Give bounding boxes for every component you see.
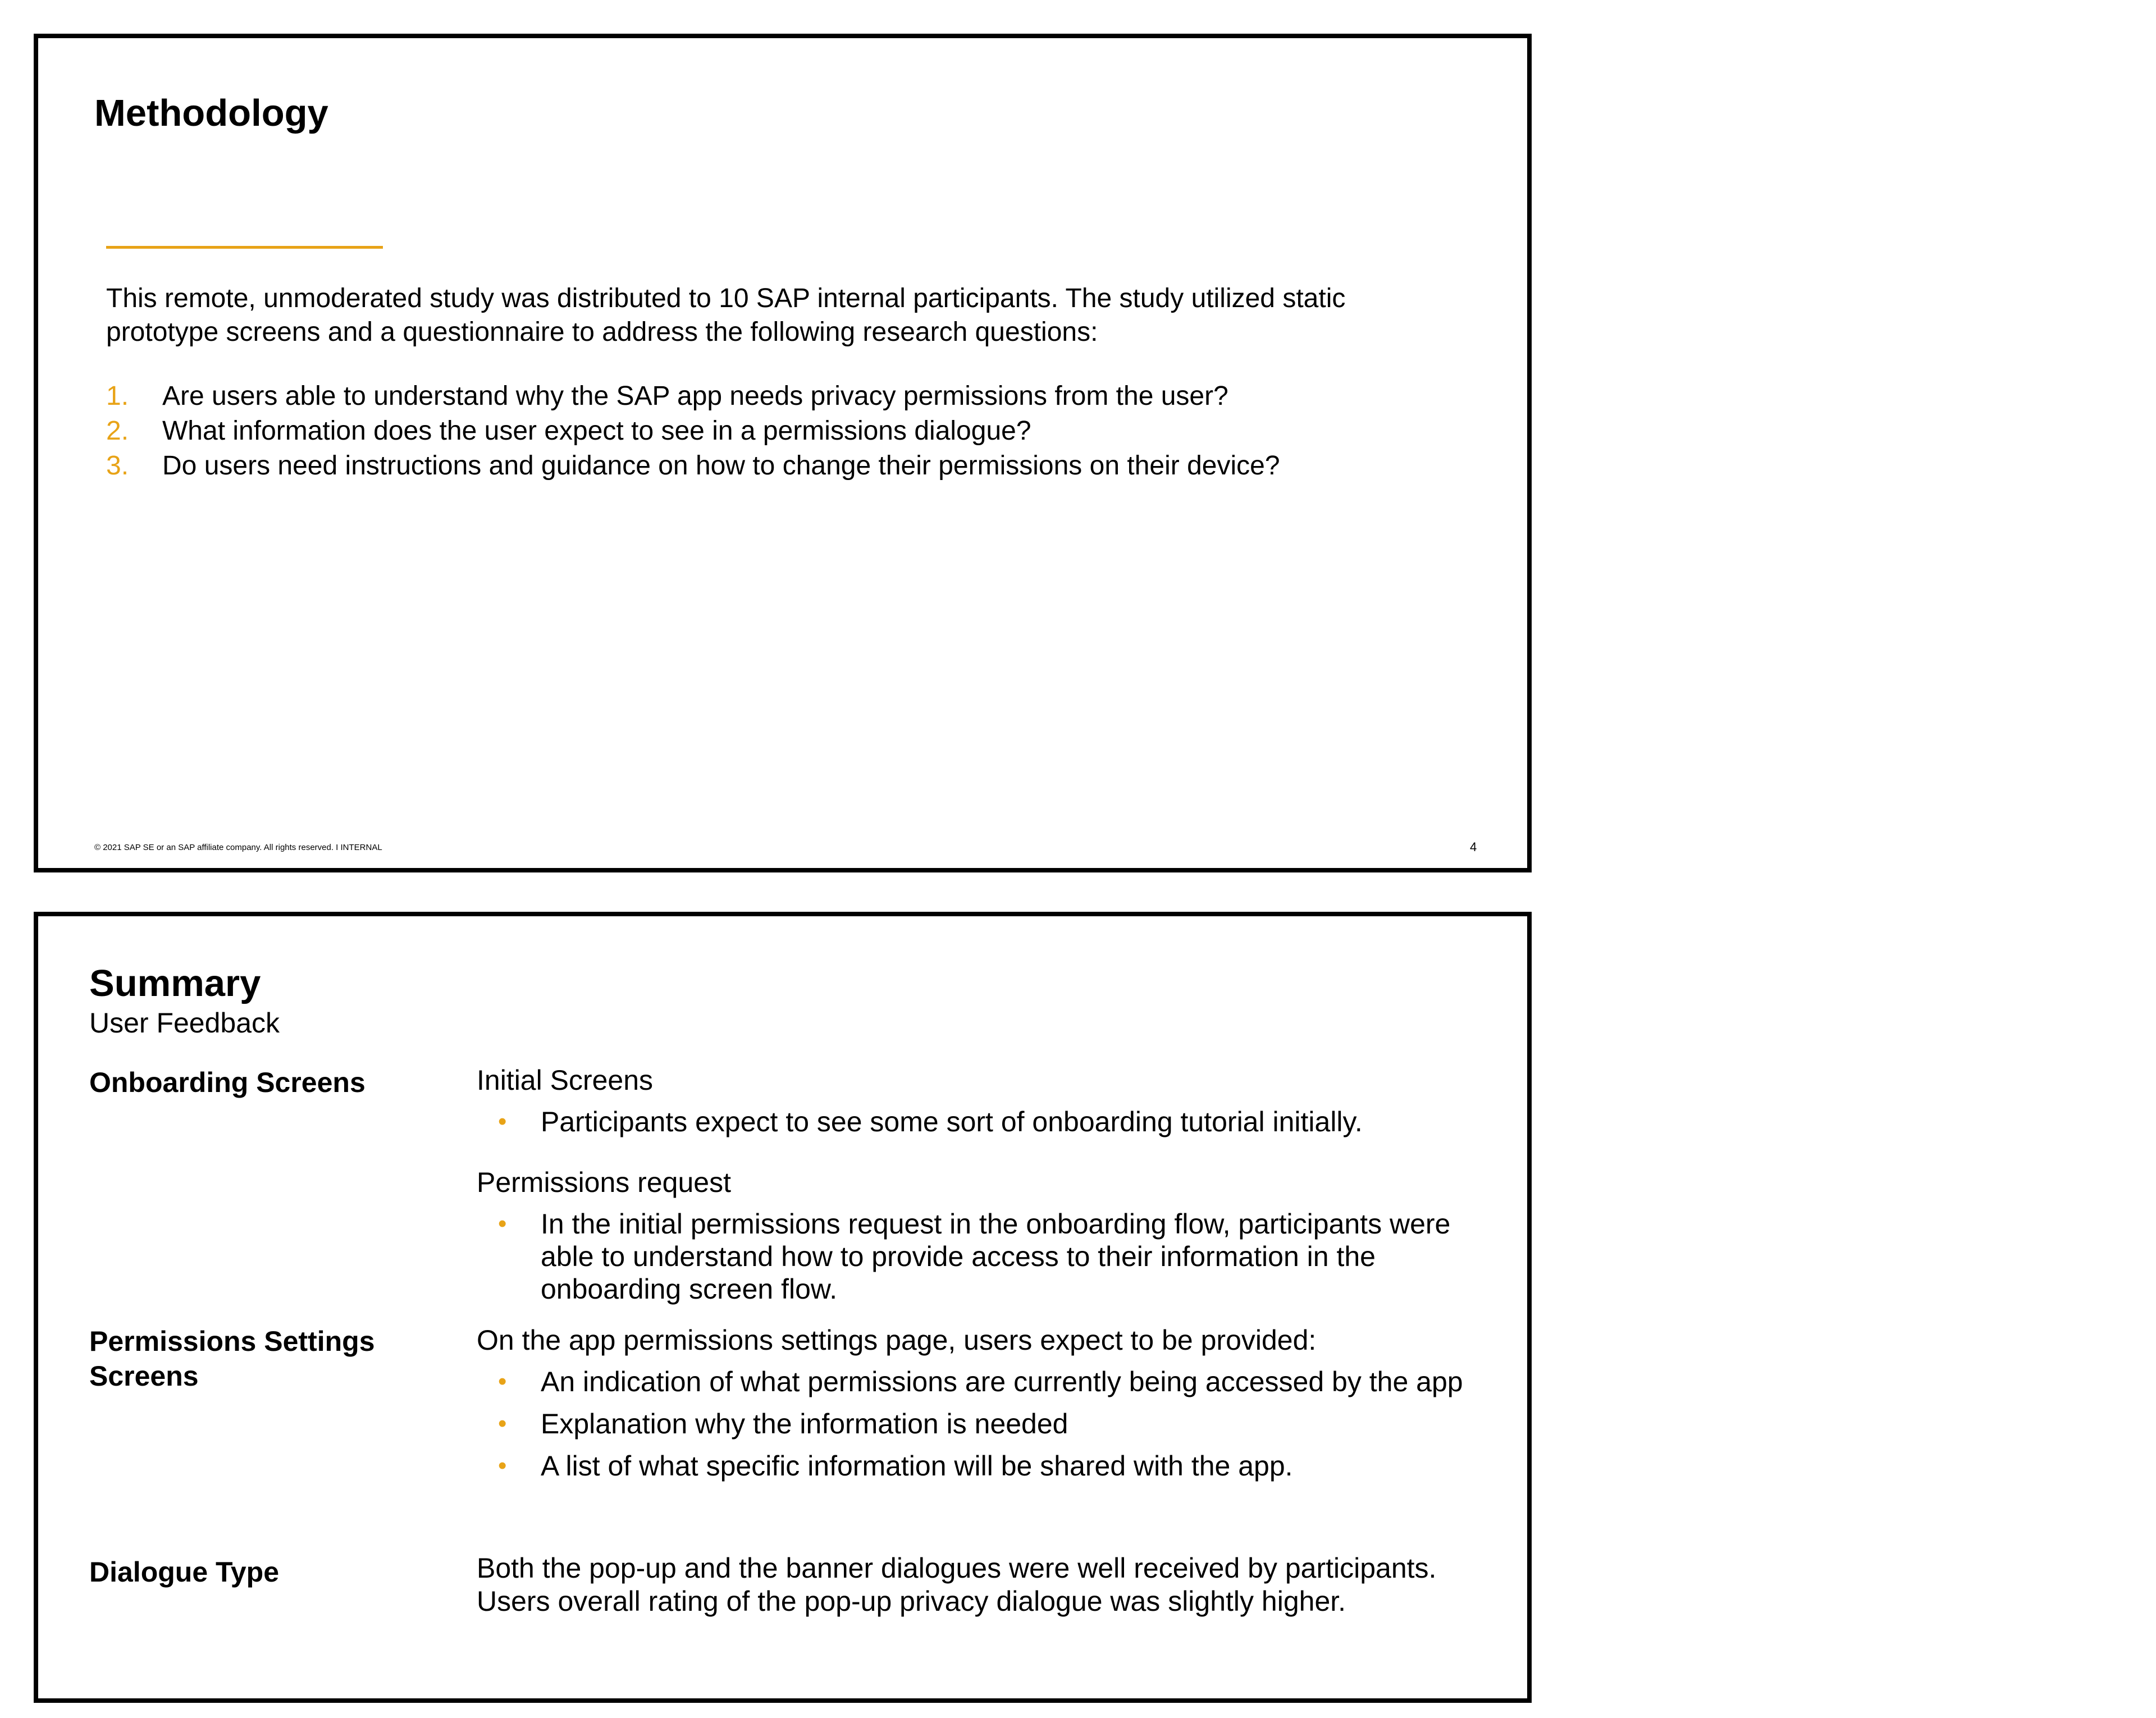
permissions-request-bullets [477,1208,1482,1315]
bullet-text: A list of what specific information will be shared with the app. [541,1450,1293,1482]
accent-divider [106,246,383,249]
bullet-text: In the initial permissions request in the onboarding flow, participants were able to understand how to provide access to their information in the onboarding screen flow. [541,1208,1451,1305]
bullet-item [477,1208,1482,1305]
bullet-item [477,1450,1482,1482]
section-label-permissions-settings: Permissions Settings Screens [89,1326,375,1392]
section-heading-permissions-request: Permissions request [477,1167,731,1198]
list-item-text: What information does the user expect to see in a permissions dialogue? [162,416,1031,446]
copyright-footer: © 2021 SAP SE or an SAP affiliate company. All rights reserved. I INTERNAL [94,843,382,852]
bullet-icon: • [498,1210,507,1237]
research-questions-list [106,379,1465,483]
slide-subtitle: User Feedback [89,1007,280,1039]
list-item [106,449,1465,483]
dialogue-type-paragraph: Both the pop-up and the banner dialogues were well received by participants. Users overall rating of the pop-up privacy dialogue was slightly higher. [477,1552,1437,1617]
summary-slide [34,912,1532,1703]
list-item [106,379,1465,414]
bullet-item [477,1365,1482,1398]
list-number: 1. [106,381,129,411]
slide-title: Methodology [94,92,328,134]
bullet-icon: • [498,1452,507,1479]
settings-bullets [477,1365,1482,1492]
slide-title: Summary [89,962,261,1004]
page-number: 4 [1470,840,1477,854]
bullet-icon: • [498,1368,507,1395]
list-number: 3. [106,451,129,481]
section-heading-initial-screens: Initial Screens [477,1064,654,1096]
bullet-item [477,1408,1482,1440]
list-item-text: Are users able to understand why the SAP app needs privacy permissions from the user? [162,381,1228,411]
bullet-icon: • [498,1108,507,1135]
initial-screens-bullets [477,1105,1482,1148]
bullet-icon: • [498,1410,507,1437]
bullet-text: Participants expect to see some sort of onboarding tutorial initially. [541,1106,1363,1137]
methodology-slide [34,34,1532,872]
bullet-item [477,1105,1482,1138]
bullet-text: Explanation why the information is needed [541,1408,1068,1440]
section-label-dialogue-type: Dialogue Type [89,1556,280,1588]
section-heading-settings-page: On the app permissions settings page, users expect to be provided: [477,1324,1317,1356]
section-label-onboarding: Onboarding Screens [89,1067,366,1098]
bullet-text: An indication of what permissions are currently being accessed by the app [541,1366,1463,1397]
intro-paragraph: This remote, unmoderated study was distributed to 10 SAP internal participants. The study utilized static prototype screens and a questionnaire to address the following research questions: [106,284,1346,347]
list-item-text: Do users need instructions and guidance on how to change their permissions on their device? [162,451,1280,481]
list-number: 2. [106,416,129,446]
list-item [106,414,1465,449]
